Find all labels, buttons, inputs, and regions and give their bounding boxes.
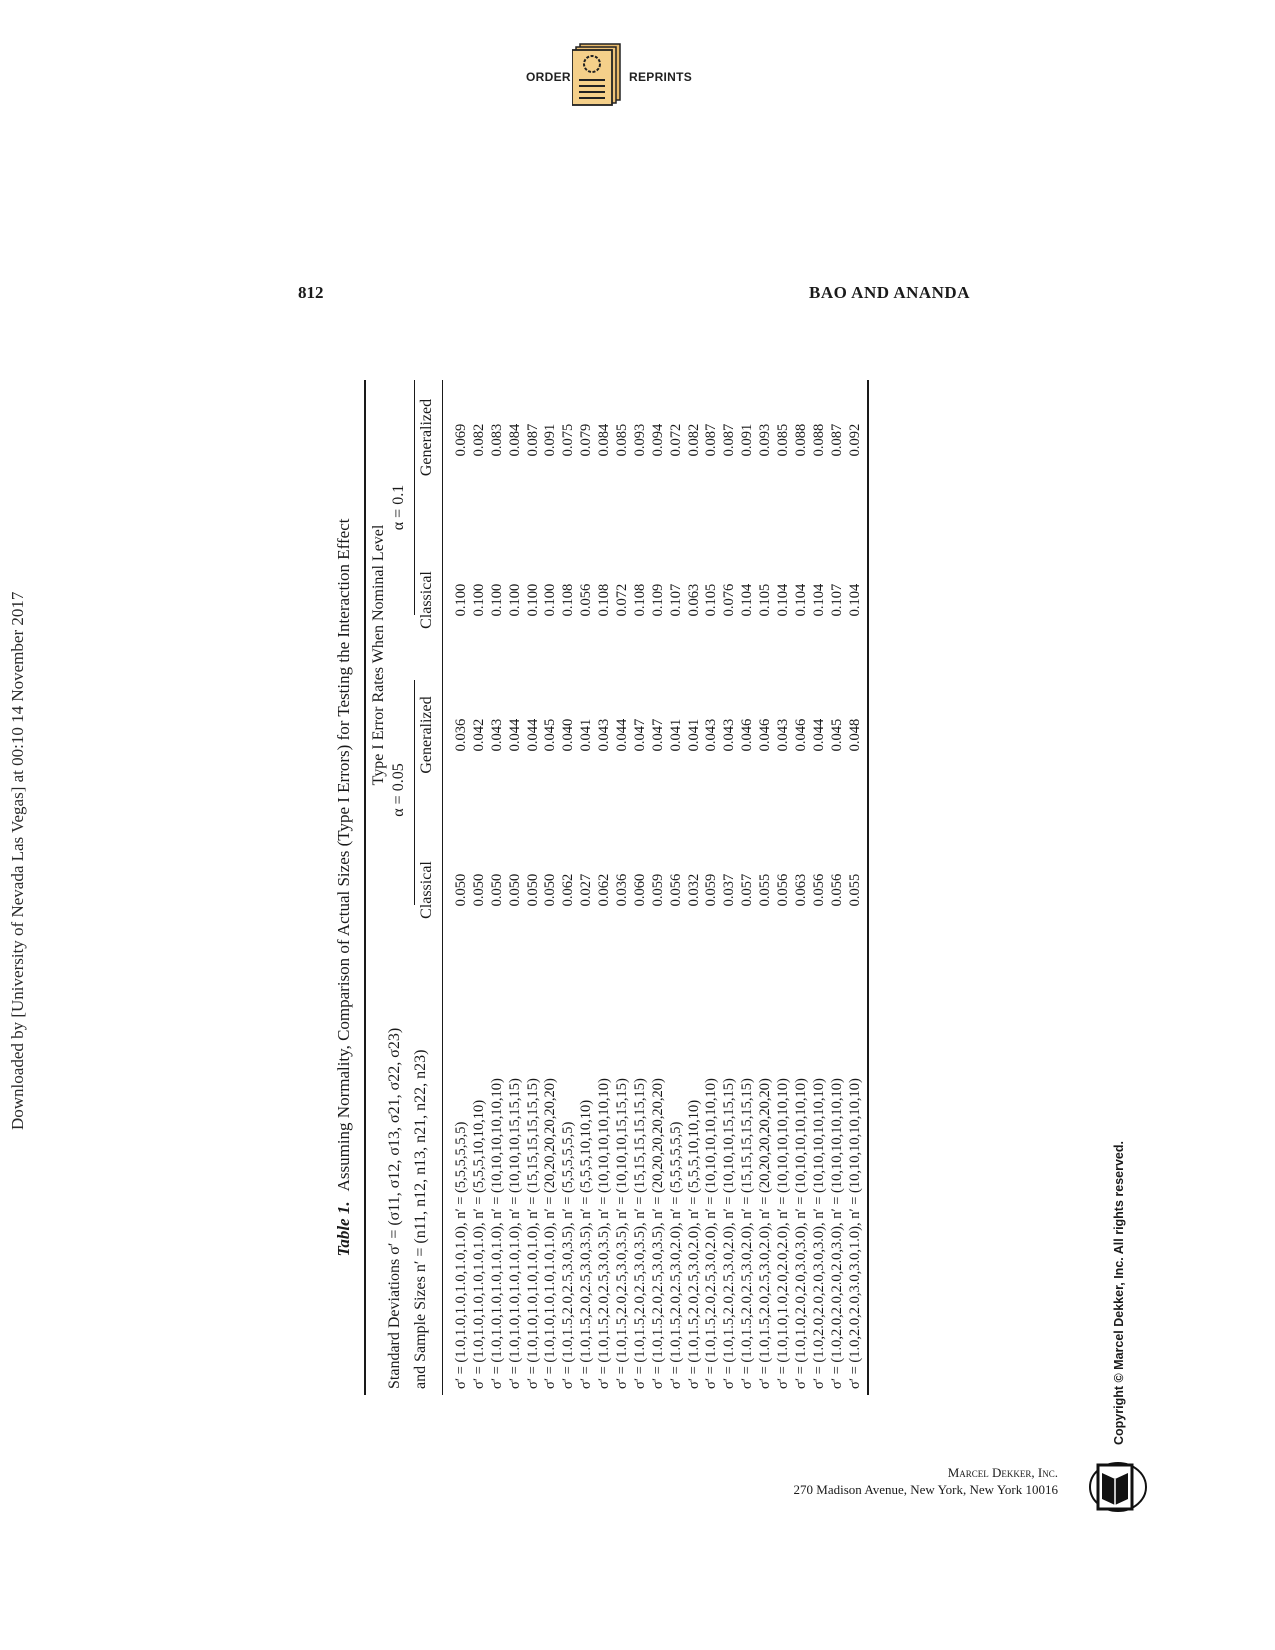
row-value: 0.091: [542, 423, 559, 457]
row-value: 0.100: [453, 583, 469, 617]
row-value: 0.062: [560, 873, 577, 907]
row-value: 0.087: [721, 423, 738, 457]
spanner-header: Type I Error Rates When Nominal Level: [370, 524, 387, 786]
row-value: 0.047: [649, 718, 666, 752]
row-value: 0.047: [631, 718, 648, 752]
table-body: [453, 380, 864, 1395]
row-value: 0.044: [506, 718, 523, 752]
row-value: 0.043: [775, 718, 792, 752]
row-value: 0.100: [542, 583, 559, 617]
row-parameters: σ′ = (1.0,1.0,2.0,2.0,3.0,3.0), n′ = (10,10,10,10,10,10): [792, 1078, 809, 1389]
col-classical-005: Classical: [418, 861, 435, 919]
row-value: 0.050: [524, 873, 541, 907]
row-value: 0.107: [828, 583, 845, 617]
page-number: 812: [298, 283, 324, 302]
row-value: 0.109: [649, 583, 666, 617]
row-value: 0.104: [846, 583, 863, 617]
alpha-01-header: α = 0.1: [390, 484, 407, 531]
row-value: 0.082: [470, 423, 487, 457]
table-caption-text: Assuming Normality, Comparison of Actual Sizes (Type I Errors) for Testing the Interaction Effect: [334, 518, 353, 1192]
row-parameters: σ′ = (1.0,1.0,1.0,1.0,1.0,1.0), n′ = (15,15,15,15,15,15): [524, 1078, 541, 1389]
row-parameters: σ′ = (1.0,1.5,2.0,2.5,3.0,2.0), n′ = (10,10,10,10,10,10): [703, 1078, 720, 1389]
row-parameters: σ′ = (1.0,2.0,2.0,2.0,3.0,3.0), n′ = (10,10,10,10,10,10): [810, 1078, 827, 1389]
row-value: 0.062: [596, 873, 613, 907]
row-parameters: σ′ = (1.0,1.5,2.0,2.5,3.0,3.5), n′ = (10,10,10,15,15,15): [614, 1078, 631, 1389]
row-parameters: σ′ = (1.0,1.5,2.0,2.5,3.0,3.5), n′ = (5,5,5,5,5,5): [560, 1121, 577, 1389]
row-value: 0.063: [792, 873, 809, 907]
row-value: 0.100: [524, 583, 541, 617]
download-note: Downloaded by [University of Nevada Las Vegas] at 00:10 14 November 2017: [8, 591, 27, 1130]
row-value: 0.055: [757, 873, 774, 907]
row-parameters: σ′ = (1.0,1.5,2.0,2.5,3.0,3.5), n′ = (15,15,15,15,15,15): [631, 1078, 648, 1389]
row-value: 0.076: [721, 583, 738, 617]
row-value: 0.043: [488, 718, 505, 752]
stub-head-line1: Standard Deviations σ′ = (σ11, σ12, σ13, σ21, σ22, σ23): [386, 1027, 403, 1389]
header-rule: [442, 380, 443, 1395]
publisher-name: Marcel Dekker, Inc.: [947, 1465, 1058, 1480]
col-generalized-01: Generalized: [418, 398, 435, 477]
table-row: [668, 380, 686, 1395]
row-value: 0.105: [703, 583, 720, 617]
row-value: 0.105: [757, 583, 774, 617]
table-row: [525, 380, 543, 1395]
row-value: 0.100: [488, 583, 505, 617]
row-value: 0.104: [739, 583, 756, 617]
row-value: 0.041: [667, 718, 684, 752]
row-value: 0.087: [703, 423, 720, 457]
table-label: Table 1.: [334, 1201, 353, 1257]
row-value: 0.088: [810, 423, 827, 457]
row-value: 0.087: [524, 423, 541, 457]
alpha-005-header: α = 0.05: [390, 763, 407, 817]
row-parameters: σ′ = (1.0,1.5,2.0,2.5,3.0,2.0), n′ = (10,10,10,15,15,15): [721, 1078, 738, 1389]
row-value: 0.072: [614, 583, 631, 617]
table-row: [847, 380, 865, 1395]
row-value: 0.042: [470, 718, 487, 752]
row-value: 0.050: [470, 873, 487, 907]
row-value: 0.044: [810, 718, 827, 752]
table-1: [334, 380, 964, 1395]
row-parameters: σ′ = (1.0,1.0,1.0,2.0,2.0,2.0), n′ = (10,10,10,10,10,10): [775, 1078, 792, 1389]
col-generalized-005: Generalized: [418, 696, 435, 774]
table-row: [650, 380, 668, 1395]
row-value: 0.100: [506, 583, 523, 617]
row-parameters: σ′ = (1.0,2.0,2.0,2.0,2.0,3.0), n′ = (10,10,10,10,10,10): [828, 1078, 845, 1389]
top-rule: [364, 380, 366, 1395]
row-value: 0.060: [631, 873, 648, 907]
row-value: 0.050: [453, 873, 469, 907]
table-row: [739, 380, 757, 1395]
row-value: 0.084: [596, 423, 613, 457]
row-parameters: σ′ = (1.0,1.5,2.0,2.5,3.0,3.5), n′ = (10,10,10,10,10,10): [596, 1078, 613, 1389]
table-row: [542, 380, 560, 1395]
row-value: 0.092: [846, 423, 863, 457]
row-value: 0.059: [703, 873, 720, 907]
row-value: 0.046: [792, 718, 809, 752]
copyright-notice: Copyright © Marcel Dekker, Inc. All rights reserved.: [1112, 1141, 1126, 1445]
row-parameters: σ′ = (1.0,1.5,2.0,2.5,3.0,2.0), n′ = (20,20,20,20,20,20): [757, 1078, 774, 1389]
row-value: 0.108: [596, 583, 613, 617]
row-value: 0.044: [524, 718, 541, 752]
row-value: 0.079: [578, 423, 595, 457]
row-value: 0.046: [739, 718, 756, 752]
row-parameters: σ′ = (1.0,1.5,2.0,2.5,3.0,2.0), n′ = (5,5,5,10,10,10): [685, 1099, 702, 1389]
table-row: [811, 380, 829, 1395]
row-parameters: σ′ = (1.0,1.0,1.0,1.0,1.0,1.0), n′ = (5,5,5,5,5,5): [453, 1121, 469, 1389]
row-value: 0.044: [614, 718, 631, 752]
reprints-label[interactable]: REPRINTS: [629, 70, 693, 84]
row-value: 0.104: [792, 583, 809, 617]
row-value: 0.043: [703, 718, 720, 752]
row-value: 0.100: [470, 583, 487, 617]
bottom-rule: [867, 380, 869, 1395]
row-value: 0.027: [578, 873, 595, 907]
row-parameters: σ′ = (1.0,1.0,1.0,1.0,1.0,1.0), n′ = (10,10,10,10,10,10): [488, 1078, 505, 1389]
table-row: [686, 380, 704, 1395]
row-value: 0.108: [631, 583, 648, 617]
table-row: [775, 380, 793, 1395]
document-stack-icon[interactable]: [572, 42, 624, 106]
row-value: 0.104: [775, 583, 792, 617]
table-row: [614, 380, 632, 1395]
row-parameters: σ′ = (1.0,1.0,1.0,1.0,1.0,1.0), n′ = (20,20,20,20,20,20): [542, 1078, 559, 1389]
row-value: 0.083: [488, 423, 505, 457]
table-row: [632, 380, 650, 1395]
row-value: 0.032: [685, 873, 702, 907]
row-value: 0.056: [810, 873, 827, 907]
row-value: 0.056: [578, 583, 595, 617]
table-row: [453, 380, 471, 1395]
alpha-01-rule: [414, 380, 415, 615]
row-value: 0.056: [775, 873, 792, 907]
row-parameters: σ′ = (1.0,1.5,2.0,2.5,3.0,2.0), n′ = (15,15,15,15,15,15): [739, 1078, 756, 1389]
row-value: 0.036: [614, 873, 631, 907]
table-row: [471, 380, 489, 1395]
table-row: [578, 380, 596, 1395]
row-parameters: σ′ = (1.0,1.5,2.0,2.5,3.0,2.0), n′ = (5,5,5,5,5,5): [667, 1121, 684, 1389]
row-value: 0.048: [846, 718, 863, 752]
row-value: 0.069: [453, 423, 469, 457]
row-parameters: σ′ = (1.0,2.0,2.0,3.0,3.0,1.0), n′ = (10,10,10,10,10,10): [846, 1078, 863, 1389]
row-parameters: σ′ = (1.0,1.0,1.0,1.0,1.0,1.0), n′ = (10,10,10,15,15,15): [506, 1078, 523, 1389]
row-value: 0.050: [506, 873, 523, 907]
row-value: 0.037: [721, 873, 738, 907]
row-value: 0.093: [631, 423, 648, 457]
table-row: [757, 380, 775, 1395]
running-head: BAO AND ANANDA: [809, 283, 970, 302]
row-value: 0.084: [506, 423, 523, 457]
order-reprints-bar[interactable]: [526, 42, 726, 106]
publisher-address: 270 Madison Avenue, New York, New York 10016: [793, 1482, 1058, 1497]
table-row: [829, 380, 847, 1395]
row-value: 0.045: [828, 718, 845, 752]
table-row: [703, 380, 721, 1395]
row-value: 0.072: [667, 423, 684, 457]
row-value: 0.056: [828, 873, 845, 907]
row-parameters: σ′ = (1.0,1.5,2.0,2.5,3.0,3.5), n′ = (20,20,20,20,20,20): [649, 1078, 666, 1389]
row-value: 0.046: [757, 718, 774, 752]
row-value: 0.057: [739, 873, 756, 907]
row-value: 0.056: [667, 873, 684, 907]
row-value: 0.088: [792, 423, 809, 457]
col-classical-01: Classical: [418, 571, 435, 629]
table-row: [721, 380, 739, 1395]
table-row: [560, 380, 578, 1395]
row-value: 0.040: [560, 718, 577, 752]
stub-head-line2: and Sample Sizes n′ = (n11, n12, n13, n21, n22, n23): [412, 1049, 429, 1389]
row-value: 0.104: [810, 583, 827, 617]
row-parameters: σ′ = (1.0,1.5,2.0,2.5,3.0,3.5), n′ = (5,5,5,10,10,10): [578, 1099, 595, 1389]
row-value: 0.107: [667, 583, 684, 617]
row-value: 0.043: [596, 718, 613, 752]
table-row: [793, 380, 811, 1395]
alpha-005-rule: [414, 680, 415, 905]
row-value: 0.059: [649, 873, 666, 907]
row-value: 0.085: [614, 423, 631, 457]
row-value: 0.043: [721, 718, 738, 752]
row-value: 0.045: [542, 718, 559, 752]
table-row: [489, 380, 507, 1395]
row-value: 0.108: [560, 583, 577, 617]
publisher-logo: [1088, 1455, 1148, 1515]
row-parameters: σ′ = (1.0,1.0,1.0,1.0,1.0,1.0), n′ = (5,5,5,10,10,10): [470, 1099, 487, 1389]
row-value: 0.094: [649, 423, 666, 457]
row-value: 0.082: [685, 423, 702, 457]
row-value: 0.085: [775, 423, 792, 457]
row-value: 0.050: [488, 873, 505, 907]
row-value: 0.063: [685, 583, 702, 617]
row-value: 0.041: [578, 718, 595, 752]
row-value: 0.036: [453, 718, 469, 752]
row-value: 0.041: [685, 718, 702, 752]
row-value: 0.075: [560, 423, 577, 457]
order-label[interactable]: ORDER: [526, 70, 571, 84]
row-value: 0.093: [757, 423, 774, 457]
row-value: 0.091: [739, 423, 756, 457]
row-value: 0.087: [828, 423, 845, 457]
row-value: 0.055: [846, 873, 863, 907]
table-caption: [334, 380, 354, 1395]
table-row: [507, 380, 525, 1395]
row-value: 0.050: [542, 873, 559, 907]
table-row: [596, 380, 614, 1395]
